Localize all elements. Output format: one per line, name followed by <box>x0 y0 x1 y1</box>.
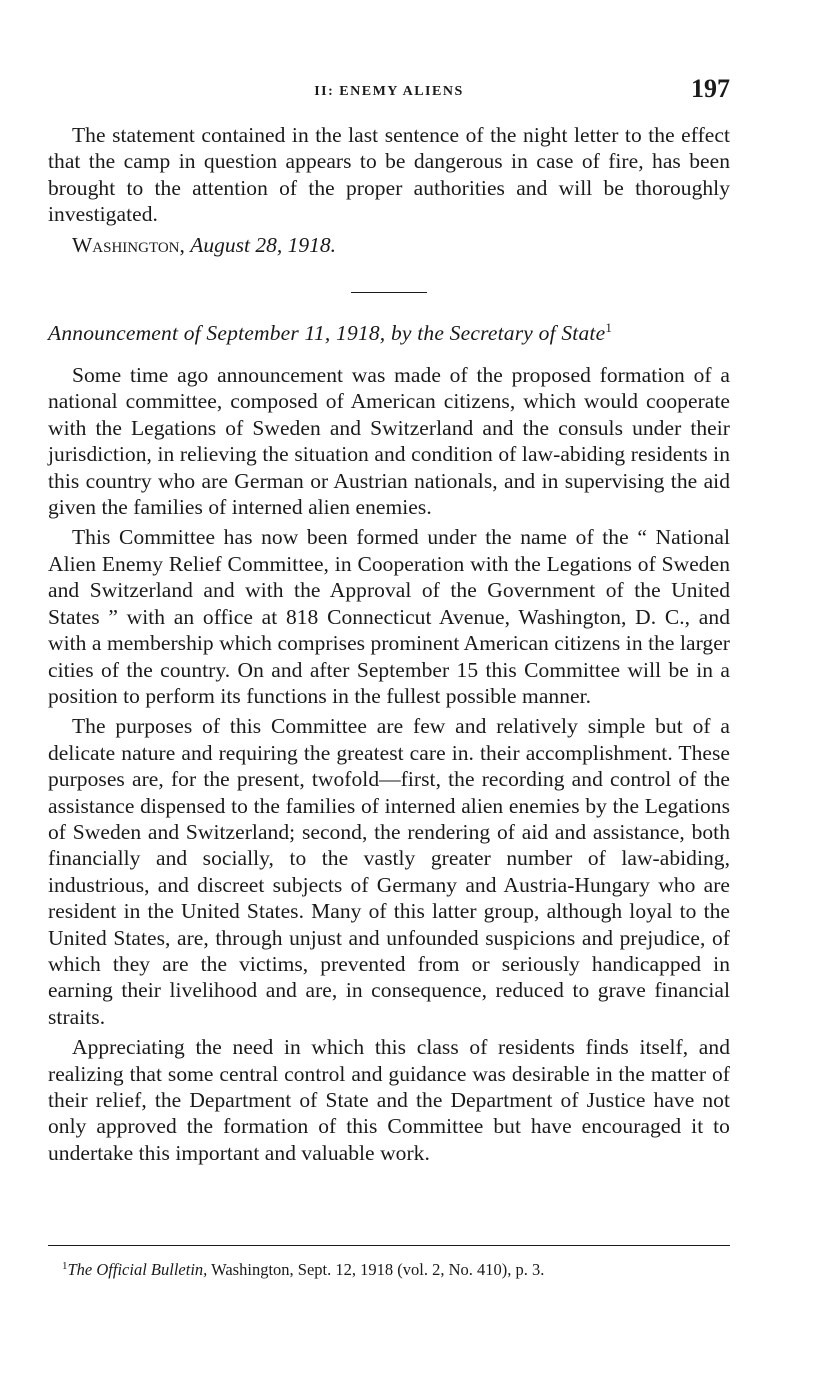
footnote-divider <box>48 1245 730 1246</box>
dateline-date: August 28, 1918. <box>190 232 337 257</box>
footnote-reference: 1 <box>605 320 613 336</box>
page-body <box>48 122 730 1166</box>
announcement-title: Announcement of September 11, 1918, by the Secretary of State <box>48 321 606 346</box>
footnote <box>62 1255 730 1281</box>
announcement-paragraph-2: This Committee has now been formed under the name of the “ National Alien Enemy Relief Committee, in Cooperation with the Legations of Sweden and Switzerland and with the Approval of the Government of the United States ” with an office at 818 Connecticut Avenue, Washington, D. C., and with a membership which comprises prominent American citizens in the larger cities of the country. On and after September 15 this Committee will be in a position to perform its functions in the fullest possible manner. <box>48 525 730 708</box>
announcement-paragraph-3: The purposes of this Committee are few and relatively simple but of a delicate nature and requiring the greatest care in. their accomplishment. These purposes are, for the present, twofold—first, the recording and control of the assistance dispensed to the families of interned alien enemies by the Legations of Sweden and Switzerland; second, the rendering of aid and assistance, both financially and socially, to the vastly greater number of law-abiding, industrious, and discreet subjects of Germany and Austria-Hungary who are resident in the United States. Many of this latter group, although loyal to the United States, are, through unjust and unfounded suspicions and prejudice, of which they are the victims, prevented from or seriously handicapped in earning their livelihood and are, in consequence, reduced to grave financial straits. <box>48 714 730 1029</box>
page-number: 197 <box>691 74 730 103</box>
dateline <box>48 232 730 258</box>
dateline-place: Washington, <box>72 232 185 257</box>
announcement-heading <box>48 315 730 346</box>
footnote-citation: Washington, Sept. 12, 1918 (vol. 2, No. 410), p. 3. <box>211 1260 545 1279</box>
letter-closing-paragraph: The statement contained in the last sentence of the night letter to the effect that the camp in question appears to be dangerous in case of fire, has been brought to the attention of the proper authorities and will be thoroughly investigated. <box>48 123 730 227</box>
footnote-source: The Official Bulletin, <box>67 1260 208 1279</box>
section-divider <box>351 292 427 293</box>
announcement-paragraph-1: Some time ago announcement was made of the proposed formation of a national committee, composed of American citizens, which would cooperate with the Legations of Sweden and Switzerland and the consuls under their jurisdiction, in relieving the situation and condition of law-abiding residents in this country who are German or Austrian nationals, and in supervising the aid given the families of interned alien enemies. <box>48 363 730 520</box>
running-head: II: ENEMY ALIENS <box>314 84 464 99</box>
page-header <box>48 74 730 110</box>
announcement-paragraph-4: Appreciating the need in which this class of residents finds itself, and realizing that some central control and guidance was desirable in the matter of their relief, the Department of State and the Department of Justice have not only approved the formation of this Committee but have encouraged it to undertake this important and valuable work. <box>48 1035 730 1165</box>
footnote-marker: 1 <box>62 1260 68 1272</box>
